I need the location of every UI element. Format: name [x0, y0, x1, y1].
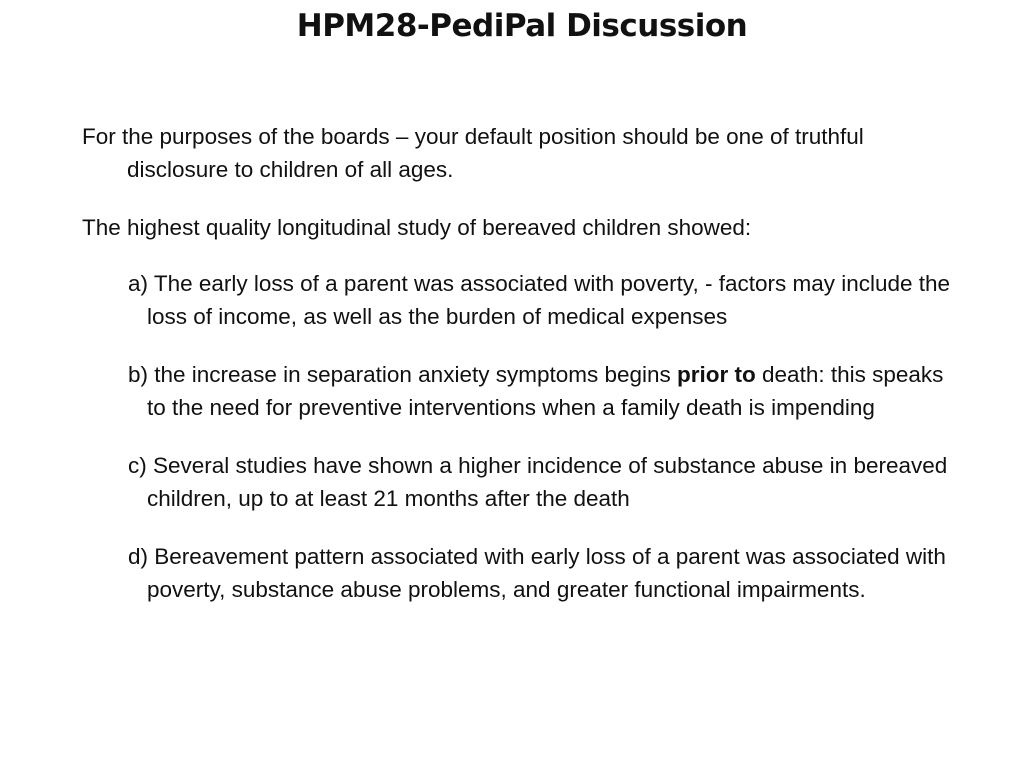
list-item-a: a) The early loss of a parent was associated with poverty, - factors may include the loss of income, as well as the burden of medical expenses [128, 271, 951, 329]
list-item-b-emphasis: prior to [677, 362, 756, 387]
list-item-b [128, 358, 952, 424]
slide-body [82, 120, 952, 631]
list-item-d: d) Bereavement pattern associated with early loss of a parent was associated with poverty, substance abuse problems, and greater functional impairments. [128, 544, 946, 602]
list-item-c: c) Several studies have shown a higher incidence of substance abuse in bereaved children, up to at least 21 months after the death [128, 453, 948, 511]
study-lead-paragraph: The highest quality longitudinal study of bereaved children showed: [82, 215, 752, 240]
list-item-b-text-after: death: this speaks to the need for preventive interventions when a family death is impending [147, 362, 944, 420]
intro-paragraph: For the purposes of the boards – your default position should be one of truthful disclosure to children of all ages. [82, 124, 864, 182]
list-item-b-text-before: b) the increase in separation anxiety symptoms begins [128, 362, 678, 387]
slide-title: HPM28-PediPal Discussion [296, 8, 748, 44]
